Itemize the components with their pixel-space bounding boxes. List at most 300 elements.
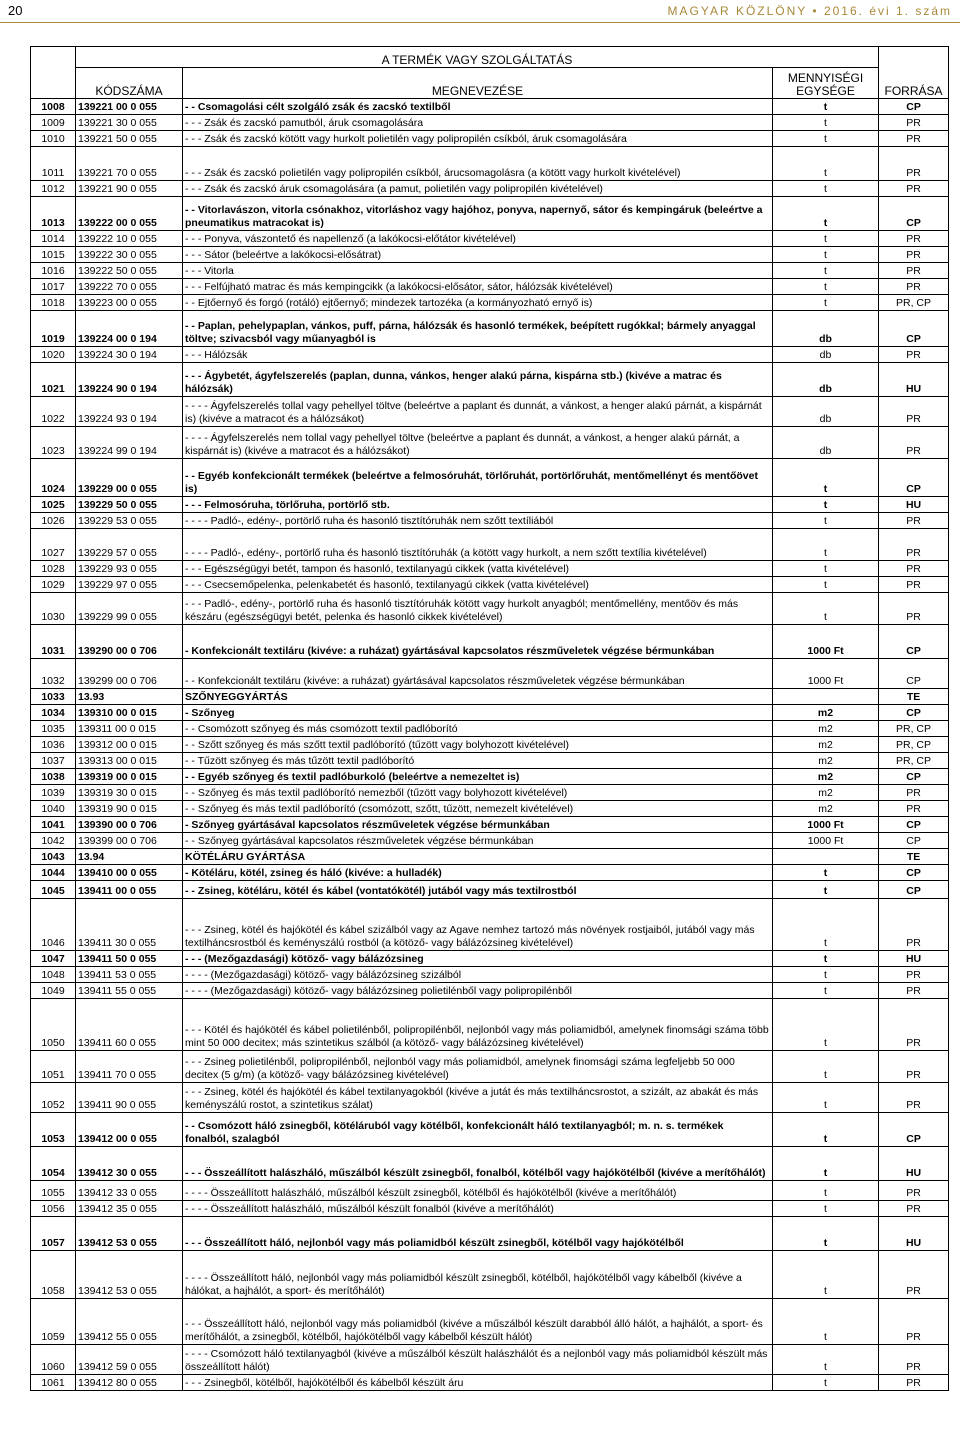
row-number: 1043 (31, 849, 76, 865)
row-name: KÖTÉLÁRU GYÁRTÁSA (183, 849, 773, 865)
table-row (31, 899, 949, 951)
row-number: 1054 (31, 1147, 76, 1181)
row-unit: t (773, 865, 879, 881)
table-row (31, 295, 949, 311)
row-number: 1039 (31, 785, 76, 801)
row-name: - - - Felmosóruha, törlőruha, portörlő stb. (183, 497, 773, 513)
row-unit: t (773, 497, 879, 513)
table-row (31, 1051, 949, 1083)
row-number: 1023 (31, 427, 76, 459)
row-unit (773, 849, 879, 865)
row-name: - - - Összeállított háló, nejlonból vagy más poliamidból (kivéve a műszálból készült darabból álló hálót, a hajhálót, a sport- és merítőhálót, a zsinegből, kötélből, hajókötélből vagy kábelből készült hálót) (183, 1299, 773, 1345)
row-unit: t (773, 131, 879, 147)
row-unit: t (773, 1083, 879, 1113)
row-number: 1053 (31, 1113, 76, 1147)
table-row (31, 231, 949, 247)
row-code: 139311 00 0 015 (76, 721, 183, 737)
row-source: TE (879, 849, 949, 865)
row-source: CP (879, 833, 949, 849)
row-number: 1025 (31, 497, 76, 513)
row-name: - Szőnyeg (183, 705, 773, 721)
row-number: 1045 (31, 881, 76, 899)
row-number: 1030 (31, 593, 76, 625)
row-code: 139229 57 0 055 (76, 529, 183, 561)
row-name: - - - Összeállított háló, nejlonból vagy más poliamidból készült zsinegből, kötélből vagy hajókötélből (183, 1217, 773, 1251)
table-row (31, 659, 949, 689)
row-unit: t (773, 513, 879, 529)
row-number: 1049 (31, 983, 76, 999)
table-row (31, 1181, 949, 1201)
row-source: PR (879, 1251, 949, 1299)
row-name: - - Szőtt szőnyeg és más szőtt textil padlóborító (tűzött vagy bolyhozott kivételével) (183, 737, 773, 753)
header-source: FORRÁSA (879, 47, 949, 99)
table-row (31, 347, 949, 363)
row-name: - - - Ponyva, vászontető és napellenző (a lakókocsi-előtátor kivételével) (183, 231, 773, 247)
row-unit: m2 (773, 769, 879, 785)
row-source: PR (879, 1051, 949, 1083)
row-number: 1013 (31, 197, 76, 231)
row-source: HU (879, 363, 949, 397)
row-code: 139229 99 0 055 (76, 593, 183, 625)
row-unit: t (773, 247, 879, 263)
row-unit: t (773, 459, 879, 497)
row-code: 139412 59 0 055 (76, 1345, 183, 1375)
row-source: PR (879, 577, 949, 593)
header-group: A TERMÉK VAGY SZOLGÁLTATÁS (76, 47, 879, 68)
row-code: 139221 70 0 055 (76, 147, 183, 181)
row-unit: m2 (773, 753, 879, 769)
row-number: 1050 (31, 999, 76, 1051)
row-name: - - Csomózott háló zsinegből, kötéláruból vagy kötélből, konfekcionált háló textilanyagból; m. n. s. termékek fonalból, szalagból (183, 1113, 773, 1147)
table-row (31, 1345, 949, 1375)
table-row (31, 131, 949, 147)
table-row (31, 1217, 949, 1251)
row-number: 1008 (31, 99, 76, 115)
row-code: 139313 00 0 015 (76, 753, 183, 769)
row-number: 1017 (31, 279, 76, 295)
row-code: 139411 30 0 055 (76, 899, 183, 951)
row-name: - - - Vitorla (183, 263, 773, 279)
row-name: - - Ejtőernyő és forgó (rotáló) ejtőernyő; mindezek tartozéka (a kormányozható ernyő is) (183, 295, 773, 311)
table-row (31, 197, 949, 231)
row-number: 1042 (31, 833, 76, 849)
row-code: 139412 80 0 055 (76, 1375, 183, 1391)
row-number: 1033 (31, 689, 76, 705)
row-code: 139290 00 0 706 (76, 625, 183, 659)
row-source: PR, CP (879, 753, 949, 769)
row-name: - - - Összeállított halászháló, műszálból készült zsinegből, fonalból, kötélből vagy hajókötélből (kivéve a merítőhálót) (183, 1147, 773, 1181)
row-source: PR (879, 513, 949, 529)
row-code: 139222 10 0 055 (76, 231, 183, 247)
row-number: 1061 (31, 1375, 76, 1391)
row-source: PR (879, 1181, 949, 1201)
row-number: 1015 (31, 247, 76, 263)
table-row (31, 849, 949, 865)
table-row (31, 513, 949, 529)
row-code: 139224 93 0 194 (76, 397, 183, 427)
row-unit: t (773, 899, 879, 951)
row-name: - - - - Összeállított háló, nejlonból vagy más poliamidból készült zsinegből, kötélből, hajókötélből vagy kábelből (kivéve a hálókat, a hajhálót, a sport- és merítőhálót) (183, 1251, 773, 1299)
row-name: - - - Zsák és zacskó pamutból, áruk csomagolására (183, 115, 773, 131)
table-row (31, 459, 949, 497)
row-name: - - - - Összeállított halászháló, műszálból készült fonalból (kivéve a merítőhálót) (183, 1201, 773, 1217)
row-source: CP (879, 769, 949, 785)
row-code: 139222 70 0 055 (76, 279, 183, 295)
row-number: 1014 (31, 231, 76, 247)
row-unit: t (773, 1345, 879, 1375)
row-unit: m2 (773, 801, 879, 817)
table-row (31, 363, 949, 397)
table-row (31, 497, 949, 513)
row-unit: 1000 Ft (773, 659, 879, 689)
row-unit: t (773, 881, 879, 899)
row-code: 139222 00 0 055 (76, 197, 183, 231)
row-source: PR (879, 1083, 949, 1113)
row-source: PR (879, 231, 949, 247)
table-row (31, 833, 949, 849)
row-name: - - - - Ágyfelszerelés tollal vagy pehellyel töltve (beleértve a paplant és dunnát, a vánkost, a henger alakú párnát, a kispárnát is) (kivéve a matracot és a hálózsákot) (183, 397, 773, 427)
row-source: PR (879, 279, 949, 295)
header-rule (0, 22, 960, 23)
row-code: 139412 35 0 055 (76, 1201, 183, 1217)
row-number: 1057 (31, 1217, 76, 1251)
row-unit: db (773, 397, 879, 427)
row-code: 139312 00 0 015 (76, 737, 183, 753)
row-source: CP (879, 459, 949, 497)
table-header-row (31, 68, 949, 99)
table-row (31, 311, 949, 347)
row-unit: db (773, 347, 879, 363)
row-number: 1009 (31, 115, 76, 131)
table-row (31, 397, 949, 427)
row-unit: t (773, 197, 879, 231)
row-number: 1028 (31, 561, 76, 577)
row-source: PR (879, 1299, 949, 1345)
row-code: 139399 00 0 706 (76, 833, 183, 849)
row-unit: t (773, 1113, 879, 1147)
row-number: 1032 (31, 659, 76, 689)
row-source: PR (879, 1201, 949, 1217)
row-unit: t (773, 1201, 879, 1217)
row-unit: t (773, 1051, 879, 1083)
row-unit: t (773, 181, 879, 197)
row-unit: t (773, 231, 879, 247)
row-code: 139412 33 0 055 (76, 1181, 183, 1201)
table-row (31, 785, 949, 801)
row-source: PR (879, 785, 949, 801)
row-code: 139229 93 0 055 (76, 561, 183, 577)
row-name: - - - - Ágyfelszerelés nem tollal vagy pehellyel töltve (beleértve a paplant és dunnát, a vánkost, a henger alakú párnát, a kispárnát is) (kivéve a matracot és a hálózsákot) (183, 427, 773, 459)
row-name: - - Csomagolási célt szolgáló zsák és zacskó textilből (183, 99, 773, 115)
table-row (31, 1113, 949, 1147)
row-code: 139410 00 0 055 (76, 865, 183, 881)
row-number: 1029 (31, 577, 76, 593)
row-name: - - - Zsák és zacskó polietilén vagy polipropilén csíkból, árucsomagolásra (a kötött vagy hurkolt kivételével) (183, 147, 773, 181)
row-name: - - - Sátor (beleértve a lakókocsi-elősátrat) (183, 247, 773, 263)
row-code: 139412 00 0 055 (76, 1113, 183, 1147)
row-unit: m2 (773, 737, 879, 753)
row-unit: t (773, 951, 879, 967)
row-code: 139411 70 0 055 (76, 1051, 183, 1083)
row-name: - - - Ágybetét, ágyfelszerelés (paplan, dunna, vánkos, henger alakú párna, kispárna stb.) (kivéve a matrac és hálózsák) (183, 363, 773, 397)
row-code: 13.93 (76, 689, 183, 705)
row-name: - - Szőnyeg gyártásával kapcsolatos részműveletek végzése bérmunkában (183, 833, 773, 849)
row-unit: db (773, 427, 879, 459)
row-number: 1048 (31, 967, 76, 983)
row-source: HU (879, 497, 949, 513)
table-header-row (31, 47, 949, 68)
table-row (31, 689, 949, 705)
table-row (31, 769, 949, 785)
header-name: MEGNEVEZÉSE (183, 68, 773, 99)
row-code: 139229 00 0 055 (76, 459, 183, 497)
row-unit (773, 689, 879, 705)
header-blank (31, 47, 76, 99)
table-row (31, 983, 949, 999)
row-unit: m2 (773, 705, 879, 721)
row-number: 1041 (31, 817, 76, 833)
table-row (31, 881, 949, 899)
row-code: 139221 00 0 055 (76, 99, 183, 115)
row-code: 139411 00 0 055 (76, 881, 183, 899)
table-row (31, 1299, 949, 1345)
row-unit: t (773, 967, 879, 983)
table-row (31, 721, 949, 737)
row-number: 1012 (31, 181, 76, 197)
row-name: - - Zsineg, kötéláru, kötél és kábel (vontatókötél) jutából vagy más textilrostból (183, 881, 773, 899)
row-source: PR (879, 147, 949, 181)
table-body (31, 99, 949, 1391)
row-name: - Konfekcionált textiláru (kivéve: a ruházat) gyártásával kapcsolatos részműveletek végzése bérmunkában (183, 625, 773, 659)
row-number: 1060 (31, 1345, 76, 1375)
row-number: 1027 (31, 529, 76, 561)
row-source: PR (879, 427, 949, 459)
row-code: 139411 55 0 055 (76, 983, 183, 999)
row-source: PR (879, 131, 949, 147)
row-source: CP (879, 311, 949, 347)
row-source: PR (879, 263, 949, 279)
row-number: 1038 (31, 769, 76, 785)
row-code: 139221 50 0 055 (76, 131, 183, 147)
table-row (31, 147, 949, 181)
row-code: 139411 50 0 055 (76, 951, 183, 967)
table-row (31, 999, 949, 1051)
page-header (0, 0, 960, 24)
table-row (31, 1083, 949, 1113)
row-unit: t (773, 1217, 879, 1251)
row-unit: t (773, 115, 879, 131)
row-number: 1016 (31, 263, 76, 279)
row-name: - - - - Csomózott háló textilanyagból (kivéve a műszálból készült halászhálót és a nejlonból vagy más poliamidból készült más összeállított hálót) (183, 1345, 773, 1375)
table-row (31, 1251, 949, 1299)
row-name: - - - - Padló-, edény-, portörlő ruha és hasonló tisztítóruhák nem szőtt textíliából (183, 513, 773, 529)
row-name: - - Vitorlavászon, vitorla csónakhoz, vitorláshoz vagy hajóhoz, ponyva, napernyő, sátor és kempingáruk (beleértve a pneumatikus matracokat is) (183, 197, 773, 231)
row-unit: t (773, 1181, 879, 1201)
row-source: CP (879, 625, 949, 659)
row-number: 1044 (31, 865, 76, 881)
table-row (31, 529, 949, 561)
row-unit: t (773, 1147, 879, 1181)
row-name: - - Csomózott szőnyeg és más csomózott textil padlóborító (183, 721, 773, 737)
row-source: PR (879, 983, 949, 999)
row-source: PR (879, 801, 949, 817)
row-name: - - Konfekcionált textiláru (kivéve: a ruházat) gyártásával kapcsolatos részműveletek végzése bérmunkában (183, 659, 773, 689)
row-number: 1019 (31, 311, 76, 347)
row-code: 13.94 (76, 849, 183, 865)
row-name: - - - - (Mezőgazdasági) kötöző- vagy bálázózsineg polietilénből vagy polipropilénből (183, 983, 773, 999)
row-code: 139229 97 0 055 (76, 577, 183, 593)
row-source: PR (879, 115, 949, 131)
row-code: 139412 55 0 055 (76, 1299, 183, 1345)
row-code: 139411 90 0 055 (76, 1083, 183, 1113)
row-unit: m2 (773, 721, 879, 737)
row-number: 1040 (31, 801, 76, 817)
table-row (31, 625, 949, 659)
row-number: 1011 (31, 147, 76, 181)
row-source: PR (879, 247, 949, 263)
row-source: PR (879, 999, 949, 1051)
row-name: - - - - (Mezőgazdasági) kötöző- vagy bálázózsineg szizálból (183, 967, 773, 983)
row-source: PR (879, 593, 949, 625)
row-name: - - - Padló-, edény-, portörlő ruha és hasonló tisztítóruhák kötött vagy hurkolt anyagból; mentőmellény, mentőöv és más készáru (egészségügyi betét, pelenka és hasonló cikkek kivételével) (183, 593, 773, 625)
row-name: - - - (Mezőgazdasági) kötöző- vagy bálázózsineg (183, 951, 773, 967)
row-unit: 1000 Ft (773, 833, 879, 849)
row-name: - - - Zsák és zacskó áruk csomagolására (a pamut, polietilén vagy polipropilén kivételével) (183, 181, 773, 197)
row-source: CP (879, 1113, 949, 1147)
row-name: - - - Zsineg polietilénből, polipropilénből, nejlonból vagy más poliamidból, amelynek finomsági száma legfeljebb 50 000 decitex (5 g/m) (a kötöző- vagy bálázózsineg kivételével) (183, 1051, 773, 1083)
table-row (31, 279, 949, 295)
row-number: 1022 (31, 397, 76, 427)
table-row (31, 115, 949, 131)
row-source: PR (879, 181, 949, 197)
row-unit: 1000 Ft (773, 625, 879, 659)
row-source: HU (879, 1217, 949, 1251)
row-unit: t (773, 561, 879, 577)
row-unit: t (773, 1375, 879, 1391)
row-code: 139319 00 0 015 (76, 769, 183, 785)
row-source: PR, CP (879, 737, 949, 753)
row-name: - - - Hálózsák (183, 347, 773, 363)
row-code: 139319 30 0 015 (76, 785, 183, 801)
table-row (31, 1375, 949, 1391)
row-name: - - Tűzött szőnyeg és más tűzött textil padlóborító (183, 753, 773, 769)
row-number: 1051 (31, 1051, 76, 1083)
row-code: 139411 60 0 055 (76, 999, 183, 1051)
row-name: - - - Kötél és hajókötél és kábel polietilénből, polipropilénből, nejlonból vagy más poliamidból, amelynek finomsági száma több mint 50 000 decitex; más szintetikus szálból (a kötöző- vagy bálázózsineg kivételével) (183, 999, 773, 1051)
row-number: 1026 (31, 513, 76, 529)
row-unit: t (773, 147, 879, 181)
row-unit: t (773, 1251, 879, 1299)
row-code: 139224 30 0 194 (76, 347, 183, 363)
row-number: 1052 (31, 1083, 76, 1113)
row-source: PR (879, 347, 949, 363)
row-unit: t (773, 1299, 879, 1345)
row-source: PR, CP (879, 295, 949, 311)
table-row (31, 577, 949, 593)
row-source: HU (879, 1147, 949, 1181)
row-source: HU (879, 951, 949, 967)
row-name: SZŐNYEGGYÁRTÁS (183, 689, 773, 705)
row-name: - - - Zsák és zacskó kötött vagy hurkolt polietilén vagy polipropilén csíkból, áruk csomagolására (183, 131, 773, 147)
row-source: PR, CP (879, 721, 949, 737)
row-unit: 1000 Ft (773, 817, 879, 833)
row-unit: t (773, 593, 879, 625)
row-unit: db (773, 311, 879, 347)
row-unit: t (773, 99, 879, 115)
row-number: 1031 (31, 625, 76, 659)
row-number: 1020 (31, 347, 76, 363)
row-source: PR (879, 967, 949, 983)
row-source: PR (879, 899, 949, 951)
row-code: 139299 00 0 706 (76, 659, 183, 689)
product-table (30, 46, 949, 1391)
row-number: 1024 (31, 459, 76, 497)
row-code: 139224 99 0 194 (76, 427, 183, 459)
row-name: - Szőnyeg gyártásával kapcsolatos részműveletek végzése bérmunkában (183, 817, 773, 833)
row-name: - - Egyéb konfekcionált termékek (beleértve a felmosóruhát, törlőruhát, portörlőruhát, mentőmellényt és mentőövet is) (183, 459, 773, 497)
table-row (31, 247, 949, 263)
row-number: 1056 (31, 1201, 76, 1217)
row-unit: t (773, 529, 879, 561)
row-source: CP (879, 705, 949, 721)
row-code: 139224 90 0 194 (76, 363, 183, 397)
table-row (31, 705, 949, 721)
row-number: 1059 (31, 1299, 76, 1345)
row-code: 139222 30 0 055 (76, 247, 183, 263)
row-name: - - - Egészségügyi betét, tampon és hasonló, textilanyagú cikkek (vatta kivételével) (183, 561, 773, 577)
row-name: - Kötéláru, kötél, zsineg és háló (kivéve: a hulladék) (183, 865, 773, 881)
row-unit: t (773, 983, 879, 999)
row-name: - - - Felfújható matrac és más kempingcikk (a lakókocsi-elősátor, sátor, hálózsák kivételével) (183, 279, 773, 295)
row-code: 139221 90 0 055 (76, 181, 183, 197)
table-row (31, 181, 949, 197)
row-code: 139222 50 0 055 (76, 263, 183, 279)
row-name: - - - Zsinegből, kötélből, hajókötélből és kábelből készült áru (183, 1375, 773, 1391)
table-row (31, 561, 949, 577)
row-name: - - - - Padló-, edény-, portörlő ruha és hasonló tisztítóruhák (a kötött vagy hurkolt, a nem szőtt textília kivételével) (183, 529, 773, 561)
row-number: 1021 (31, 363, 76, 397)
row-code: 139229 50 0 055 (76, 497, 183, 513)
row-name: - - Szőnyeg és más textil padlóborító (csomózott, szőtt, tűzött, nemezelt kivételével) (183, 801, 773, 817)
row-source: CP (879, 865, 949, 881)
row-unit: t (773, 279, 879, 295)
row-name: - - - Zsineg, kötél és hajókötél és kábel textilanyagokból (kivéve a jutát és más textilháncsrostot, a szizált, az abakát és más keményszálú rostot, a szintetikus szálat) (183, 1083, 773, 1113)
table-row (31, 1147, 949, 1181)
page-number: 20 (8, 3, 23, 18)
row-number: 1018 (31, 295, 76, 311)
row-number: 1058 (31, 1251, 76, 1299)
table-row (31, 801, 949, 817)
header-code: KÓDSZÁMA (76, 68, 183, 99)
row-number: 1055 (31, 1181, 76, 1201)
row-code: 139221 30 0 055 (76, 115, 183, 131)
row-number: 1010 (31, 131, 76, 147)
row-name: - - Paplan, pehelypaplan, vánkos, puff, párna, hálózsák és hasonló termékek, beépített rugókkal; bármely anyaggal töltve; szivacsból vagy műanyagból is (183, 311, 773, 347)
row-name: - - Egyéb szőnyeg és textil padlóburkoló (beleértve a nemezeltet is) (183, 769, 773, 785)
row-source: PR (879, 1375, 949, 1391)
row-unit: t (773, 577, 879, 593)
table-row (31, 865, 949, 881)
row-name: - - - Zsineg, kötél és hajókötél és kábel szizálból vagy az Agave nemhez tartozó más növények rostjaiból, jutából vagy más textilháncsrostból és keményszálú rostból (a kötöző- vagy bálázózsineg kivételével) (183, 899, 773, 951)
row-number: 1047 (31, 951, 76, 967)
row-name: - - Szőnyeg és más textil padlóborító nemezből (tűzött vagy bolyhozott kivételével) (183, 785, 773, 801)
publication-title: MAGYAR KÖZLÖNY • 2016. évi 1. szám (667, 4, 952, 18)
row-name: - - - Csecsemőpelenka, pelenkabetét és hasonló, textilanyagú cikkek (vatta kivételével) (183, 577, 773, 593)
row-unit: m2 (773, 785, 879, 801)
row-number: 1046 (31, 899, 76, 951)
row-code: 139411 53 0 055 (76, 967, 183, 983)
row-unit: t (773, 263, 879, 279)
